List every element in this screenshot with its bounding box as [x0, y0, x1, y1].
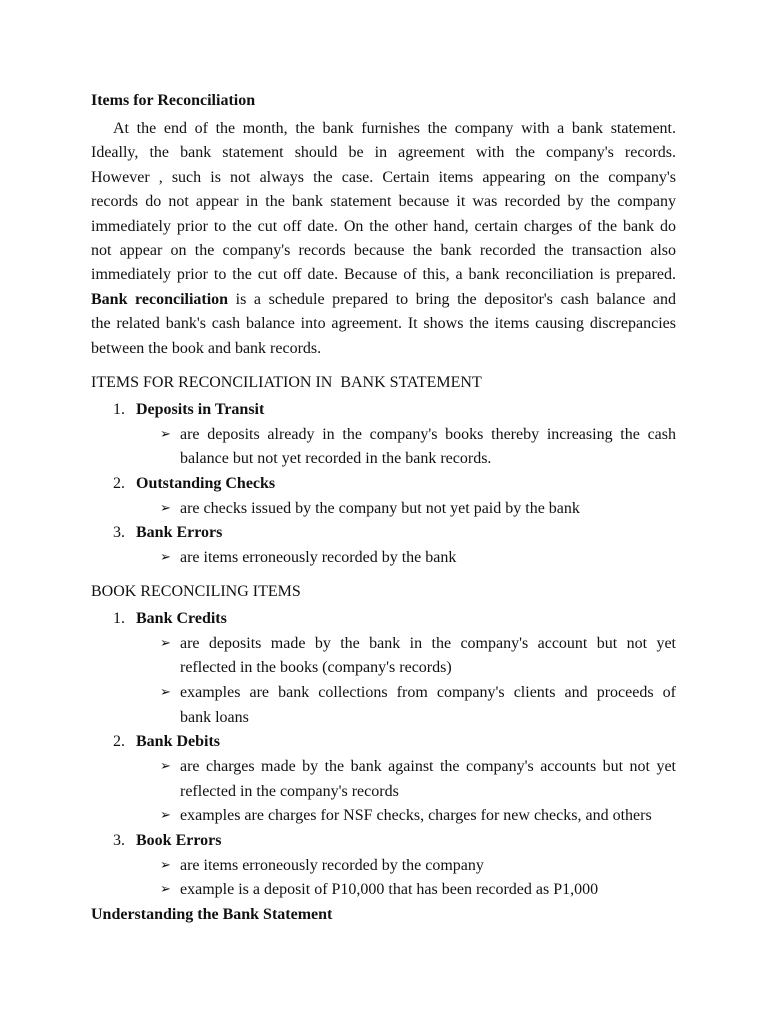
list-number: 2. — [113, 733, 125, 751]
arrowhead-bullet-icon: ➢ — [160, 549, 171, 565]
book-reconciling-heading: BOOK RECONCILING ITEMS — [91, 582, 301, 600]
bullet-line: are deposits already in the company's books thereby increasing the cash — [180, 425, 676, 443]
list-item-deposits-in-transit — [91, 398, 676, 423]
arrowhead-bullet-icon: ➢ — [160, 684, 171, 700]
list-item-book-errors — [91, 829, 676, 854]
bank-statement-heading: ITEMS FOR RECONCILIATION IN BANK STATEMENT — [91, 373, 482, 391]
bullet-line: reflected in the books (company's records) — [180, 659, 452, 677]
bullet-item — [91, 878, 676, 903]
paragraph-line: between the book and bank records. — [91, 339, 322, 357]
definition-term: Bank reconciliation — [91, 290, 229, 308]
list-item-title: Bank Errors — [136, 524, 223, 542]
list-item-title: Book Errors — [136, 831, 222, 849]
list-number: 3. — [113, 524, 125, 542]
arrowhead-bullet-icon: ➢ — [160, 758, 171, 774]
bullet-item — [91, 755, 676, 804]
list-number: 1. — [113, 609, 125, 627]
bullet-line: are items erroneously recorded by the bank — [180, 548, 457, 566]
bullet-line: are deposits made by the bank in the company's account but not yet — [180, 634, 676, 652]
paragraph-line: At the end of the month, the bank furnishes the company with a bank statement. — [113, 119, 676, 137]
bullet-line: are items erroneously recorded by the company — [180, 856, 484, 874]
list-number: 3. — [113, 831, 125, 849]
paragraph-line: However , such is not always the case. Certain items appearing on the company's — [91, 168, 676, 186]
list-item-bank-debits — [91, 730, 676, 755]
bullet-item — [91, 546, 676, 571]
definition-text: is a schedule prepared to bring the depositor's cash balance and — [235, 290, 677, 308]
list-item-title: Bank Credits — [136, 609, 227, 627]
list-item-bank-credits — [91, 607, 676, 632]
bullet-line: examples are charges for NSF checks, charges for new checks, and others — [180, 807, 652, 825]
list-number: 2. — [113, 474, 125, 492]
definition-line — [91, 288, 676, 312]
bullet-line: reflected in the company's records — [180, 782, 399, 800]
list-item-bank-errors — [91, 521, 676, 546]
list-number: 1. — [113, 400, 125, 418]
list-item-title: Outstanding Checks — [136, 474, 276, 492]
paragraph-line: not appear on the company's records because the bank recorded the transaction also — [91, 241, 676, 259]
bullet-item — [91, 804, 676, 829]
bullet-item — [91, 423, 676, 472]
paragraph-line: records do not appear in the bank statement because it was recorded by the company — [91, 193, 676, 211]
section-title: Items for Reconciliation — [91, 92, 256, 109]
book-reconciling-list — [91, 607, 676, 928]
bullet-line: bank loans — [180, 708, 249, 726]
arrowhead-bullet-icon: ➢ — [160, 882, 171, 898]
paragraph-line: immediately prior to the cut off date. On the other hand, certain charges of the bank do — [91, 217, 676, 235]
list-item-title: Deposits in Transit — [136, 400, 265, 418]
bullet-line: balance but not yet recorded in the bank records. — [180, 450, 492, 468]
paragraph-line: immediately prior to the cut off date. Because of this, a bank reconciliation is prepared. — [91, 266, 676, 284]
bullet-line: examples are bank collections from company's clients and proceeds of — [180, 683, 676, 701]
arrowhead-bullet-icon: ➢ — [160, 426, 171, 442]
bullet-item — [91, 497, 676, 522]
bullet-line: are charges made by the bank against the company's accounts but not yet — [180, 757, 676, 775]
list-item-title: Bank Debits — [136, 733, 221, 751]
paragraph-line: Ideally, the bank statement should be in agreement with the company's records. — [91, 144, 676, 162]
bullet-item — [91, 854, 676, 879]
arrowhead-bullet-icon: ➢ — [160, 635, 171, 651]
list-item-outstanding-checks — [91, 472, 676, 497]
bullet-item — [91, 681, 676, 730]
bullet-item — [91, 632, 676, 681]
bank-statement-list — [91, 398, 676, 571]
document-page — [91, 89, 676, 927]
bullet-line: example is a deposit of P10,000 that has been recorded as P1,000 — [180, 881, 599, 899]
paragraph-line: the related bank's cash balance into agreement. It shows the items causing discrepancies — [91, 315, 676, 333]
intro-paragraph — [91, 117, 676, 361]
bullet-line: are checks issued by the company but not yet paid by the bank — [180, 499, 580, 517]
arrowhead-bullet-icon: ➢ — [160, 500, 171, 516]
arrowhead-bullet-icon: ➢ — [160, 857, 171, 873]
arrowhead-bullet-icon: ➢ — [160, 808, 171, 824]
next-section-title: Understanding the Bank Statement — [91, 905, 333, 923]
